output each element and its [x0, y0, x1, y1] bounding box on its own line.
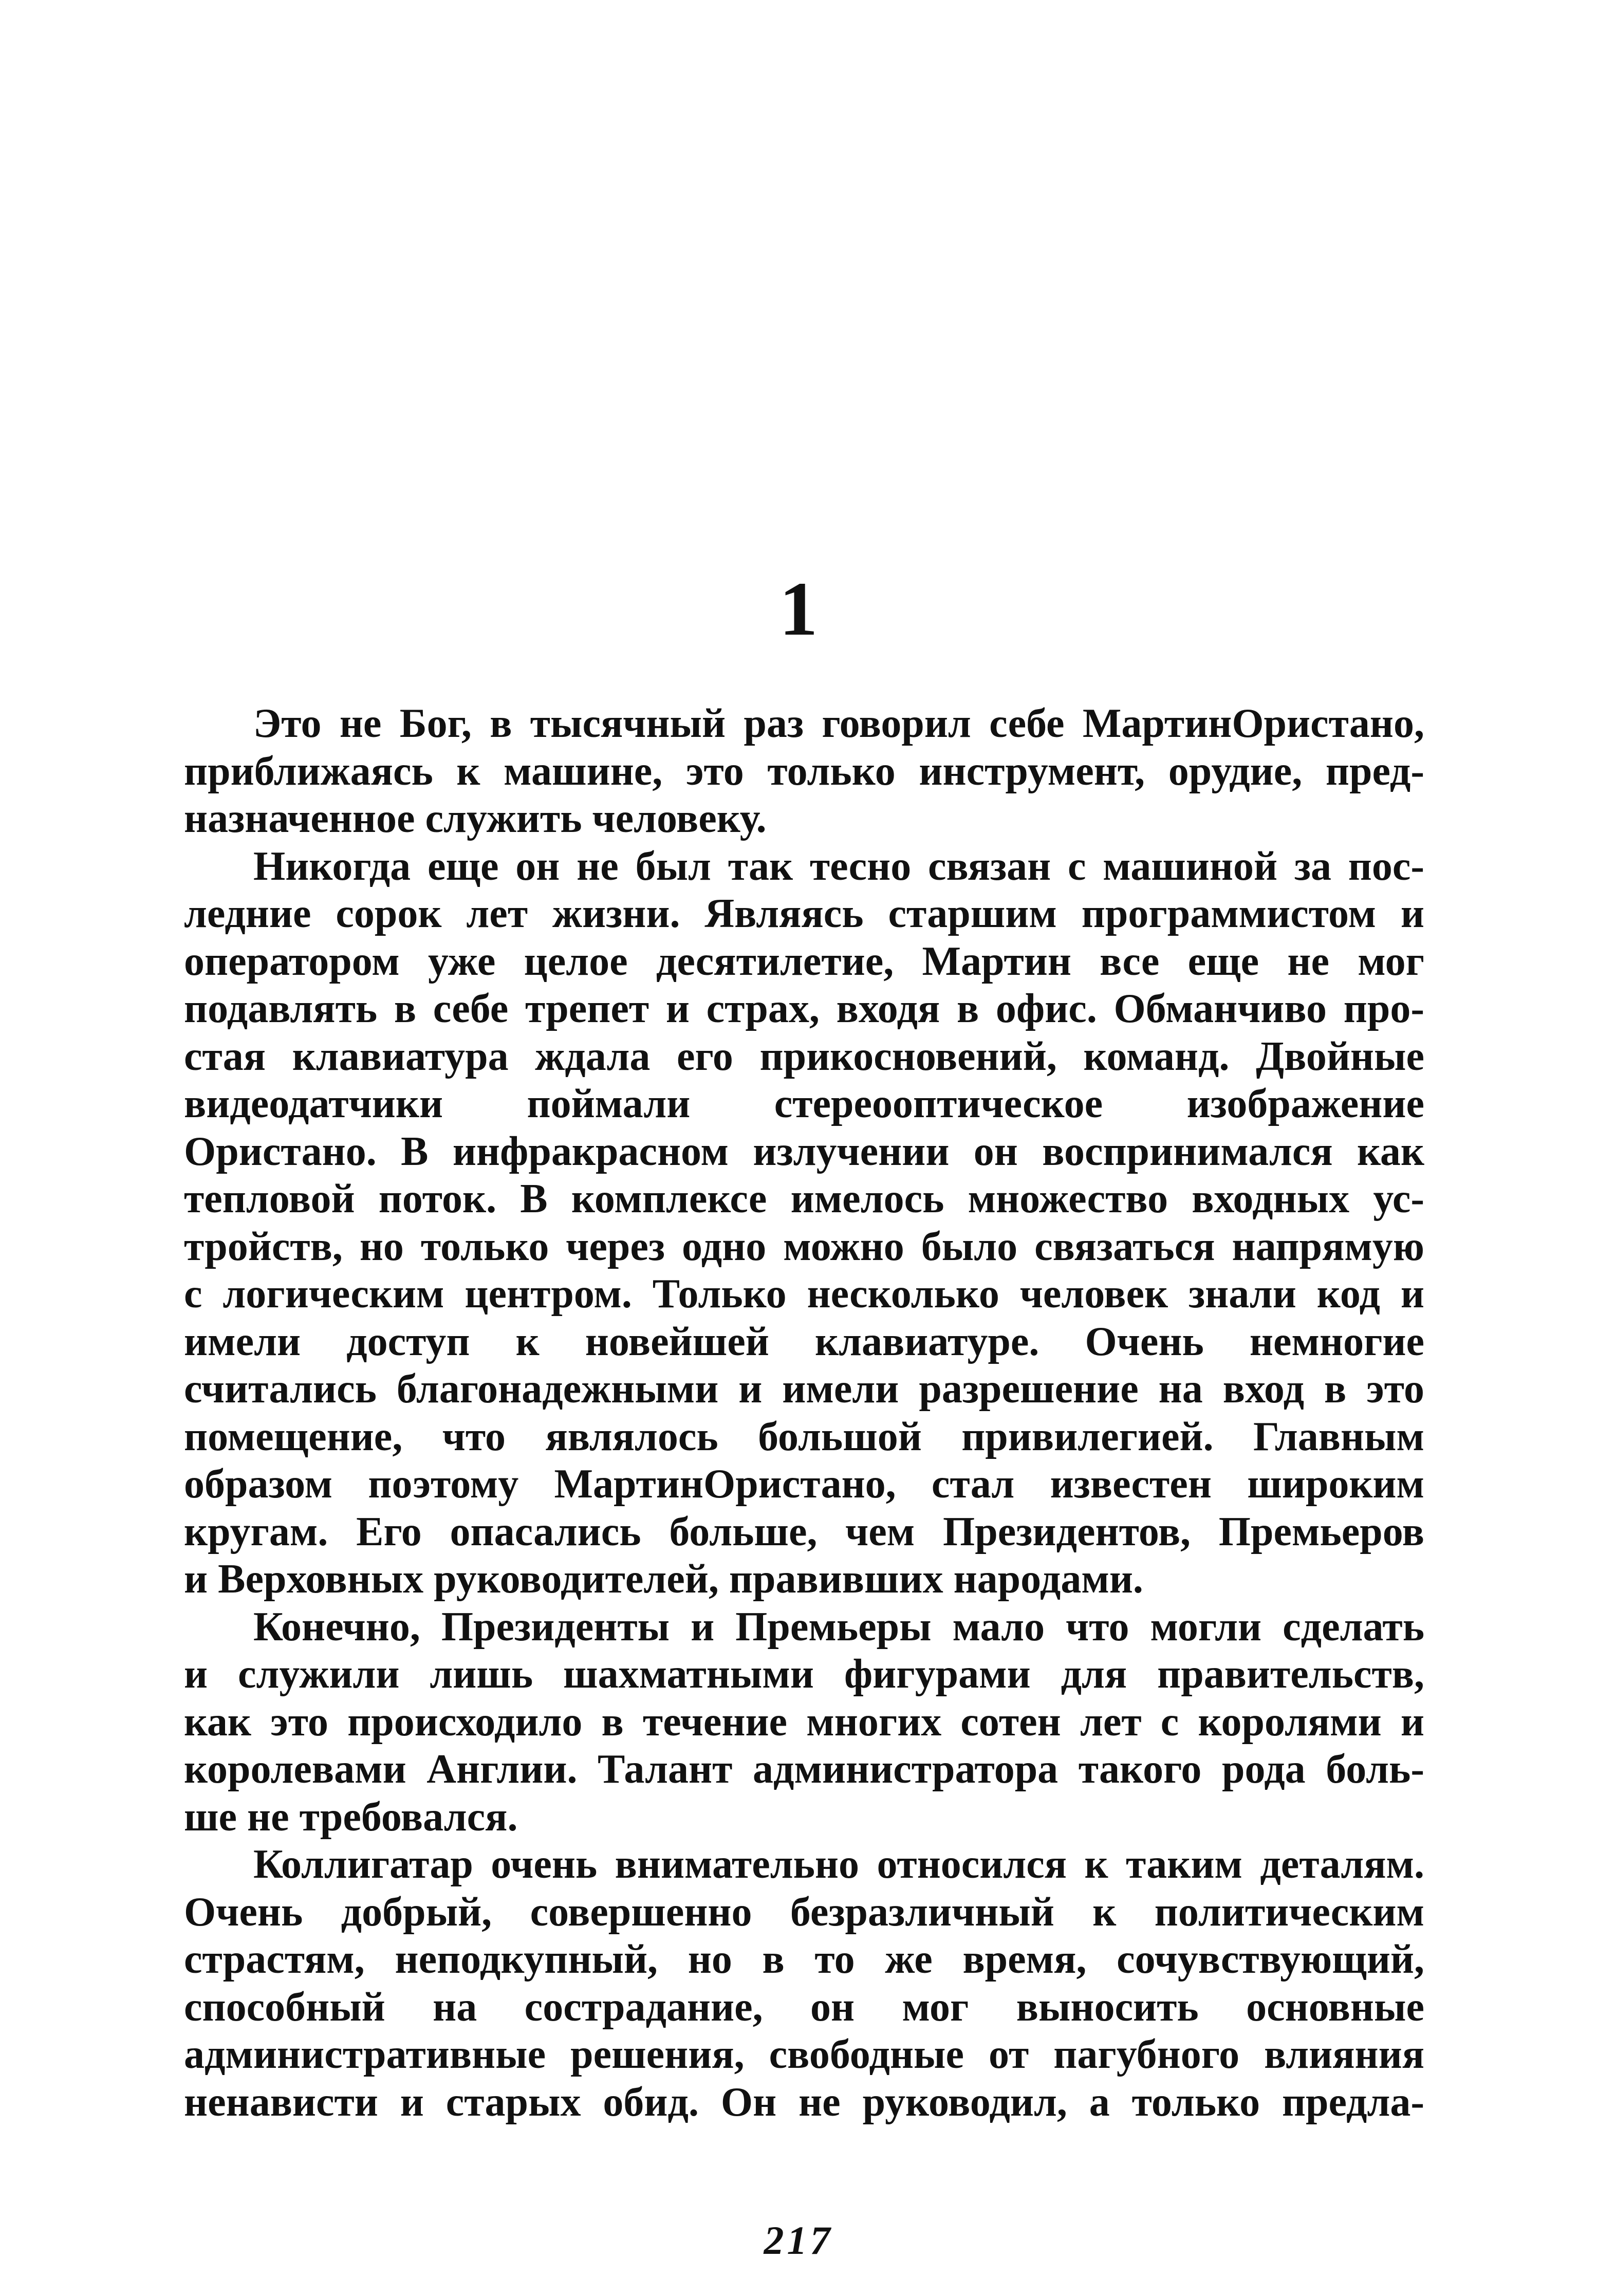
paragraph-2-line-4: подавлять в себе трепет и страх, входя в офис. Обманчиво про- — [184, 986, 1424, 1031]
paragraph-3-line-3: как это происходило в течение многих сотен лет с королями и — [184, 1699, 1424, 1745]
paragraph-1-line-3: назначенное служить человеку. — [184, 796, 767, 841]
paragraph-4-line-5: административные решения, свободные от пагубного влияния — [184, 2032, 1424, 2077]
paragraph-3-line-4: королевами Англии. Талант администратора такого рода боль- — [184, 1747, 1424, 1792]
paragraph-2-line-5: стая клавиатура ждала его прикосновений, команд. Двойные — [184, 1033, 1424, 1079]
paragraph-2-line-3: оператором уже целое десятилетие, Мартин все еще не мог — [184, 938, 1424, 984]
paragraph-1-line-1: Это не Бог, в тысячный раз говорил себе МартинОристано, — [253, 701, 1424, 746]
paragraph-3-line-2: и служили лишь шахматными фигурами для правительств, — [184, 1652, 1424, 1697]
paragraph-2-line-12: считались благонадежными и имели разрешение на вход в это — [184, 1366, 1424, 1412]
page-number: 217 — [764, 2218, 833, 2263]
paragraph-2-line-16: и Верховных руководителей, правивших народами. — [184, 1557, 1143, 1602]
paragraph-2-line-7: Ористано. В инфракрасном излучении он воспринимался как — [184, 1128, 1424, 1174]
chapter-number: 1 — [779, 566, 818, 652]
paragraph-2-line-8: тепловой поток. В комплексе имелось множество входных ус- — [184, 1176, 1424, 1221]
paragraph-4-line-6: ненависти и старых обид. Он не руководил, а только предла- — [184, 2079, 1424, 2125]
paragraph-4-line-4: способный на сострадание, он мог выносить основные — [184, 1984, 1424, 2030]
paragraph-2-line-14: образом поэтому МартинОристано, стал известен широким — [184, 1461, 1424, 1507]
paragraph-2-line-10: с логическим центром. Только несколько человек знали код и — [184, 1271, 1424, 1317]
body-text — [184, 700, 1424, 2126]
paragraph-3-line-5: ше не требовался. — [184, 1794, 518, 1840]
paragraph-2-line-6: видеодатчики поймали стереооптическое изображение — [184, 1081, 1424, 1126]
paragraph-2-line-2: ледние сорок лет жизни. Являясь старшим программистом и — [184, 891, 1424, 936]
paragraph-4-line-2: Очень добрый, совершенно безразличный к политическим — [184, 1889, 1424, 1935]
paragraph-2-line-1: Никогда еще он не был так тесно связан с машиной за пос- — [253, 843, 1424, 889]
paragraph-4-line-1: Коллигатар очень внимательно относился к таким деталям. — [253, 1842, 1424, 1887]
paragraph-2-line-9: тройств, но только через одно можно было связаться напрямую — [184, 1224, 1424, 1269]
paragraph-2-line-13: помещение, что являлось большой привилегией. Главным — [184, 1414, 1424, 1459]
paragraph-3-line-1: Конечно, Президенты и Премьеры мало что могли сделать — [253, 1604, 1424, 1650]
paragraph-1-line-2: приближаясь к машине, это только инструмент, орудие, пред- — [184, 748, 1424, 794]
paragraph-4-line-3: страстям, неподкупный, но в то же время, сочувствующий, — [184, 1937, 1424, 1982]
paragraph-2-line-11: имели доступ к новейшей клавиатуре. Очень немногие — [184, 1319, 1424, 1364]
paragraph-2-line-15: кругам. Его опасались больше, чем Президентов, Премьеров — [184, 1509, 1424, 1554]
